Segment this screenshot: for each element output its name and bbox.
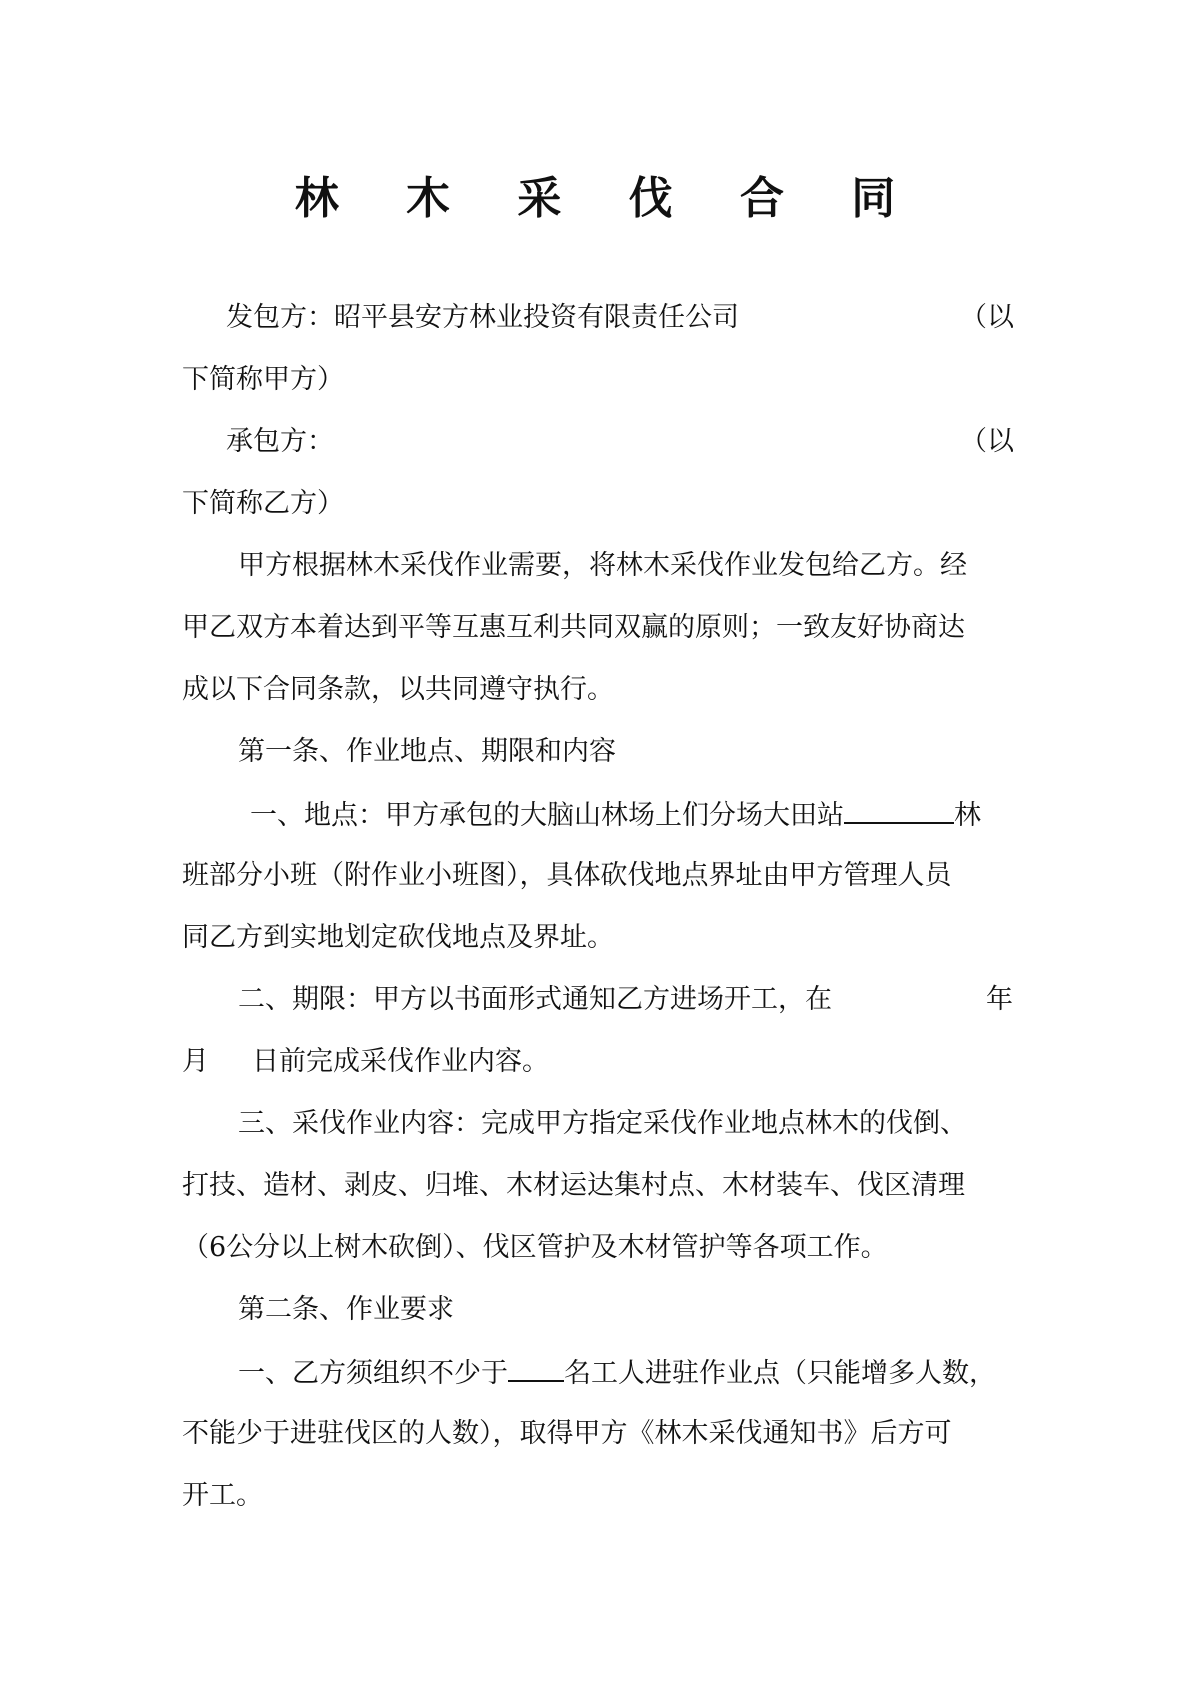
term-line-2: 日前完成采伐作业内容。 — [252, 1046, 549, 1077]
term-month-label: 月 — [182, 1046, 209, 1077]
location-suffix: 林 — [954, 800, 981, 831]
location-line-1 — [250, 796, 981, 834]
location-text: 一、地点：甲方承包的大脑山林场上们分场大田站 — [250, 800, 844, 831]
article-2-heading: 第二条、作业要求 — [238, 1294, 454, 1325]
party-a-continuation: 下简称甲方） — [182, 364, 344, 395]
forest-class-blank — [844, 796, 954, 824]
intro-line-3: 成以下合同条款，以共同遵守执行。 — [182, 674, 614, 705]
party-b-line: 承包方： — [226, 426, 334, 457]
document-title: 林 木 采 伐 合 同 — [294, 173, 922, 224]
article-1-heading: 第一条、作业地点、期限和内容 — [238, 736, 616, 767]
requirement-text-b: 名工人进驻作业点（只能增多人数， — [564, 1358, 996, 1389]
location-line-2: 班部分小班（附作业小班图），具体砍伐地点界址由甲方管理人员 — [182, 860, 952, 891]
requirement-line-3: 开工。 — [182, 1480, 263, 1511]
party-a-line: 发包方：昭平县安方林业投资有限责任公司 — [226, 302, 739, 333]
worker-count-blank — [508, 1354, 564, 1382]
content-line-1: 三、采伐作业内容：完成甲方指定采伐作业地点林木的伐倒、 — [238, 1108, 967, 1139]
requirement-line-2: 不能少于进驻伐区的人数），取得甲方《林木采伐通知书》后方可 — [182, 1418, 952, 1449]
requirement-text-a: 一、乙方须组织不少于 — [238, 1358, 508, 1389]
party-a-suffix: （以 — [960, 302, 1014, 333]
term-year-label: 年 — [986, 984, 1013, 1015]
party-b-suffix: （以 — [960, 426, 1014, 457]
requirement-line-1 — [238, 1354, 996, 1392]
term-line-1: 二、期限：甲方以书面形式通知乙方进场开工，在 — [238, 984, 832, 1015]
party-b-continuation: 下简称乙方） — [182, 488, 344, 519]
content-line-3: （6公分以上树木砍倒）、伐区管护及木材管护等各项工作。 — [182, 1232, 888, 1263]
content-line-2: 打技、造材、剥皮、归堆、木材运达集村点、木材装车、伐区清理 — [182, 1170, 965, 1201]
intro-line-2: 甲乙双方本着达到平等互惠互利共同双赢的原则；一致友好协商达 — [182, 612, 965, 643]
intro-line-1: 甲方根据林木采伐作业需要，将林木采伐作业发包给乙方。经 — [238, 550, 967, 581]
location-line-3: 同乙方到实地划定砍伐地点及界址。 — [182, 922, 614, 953]
